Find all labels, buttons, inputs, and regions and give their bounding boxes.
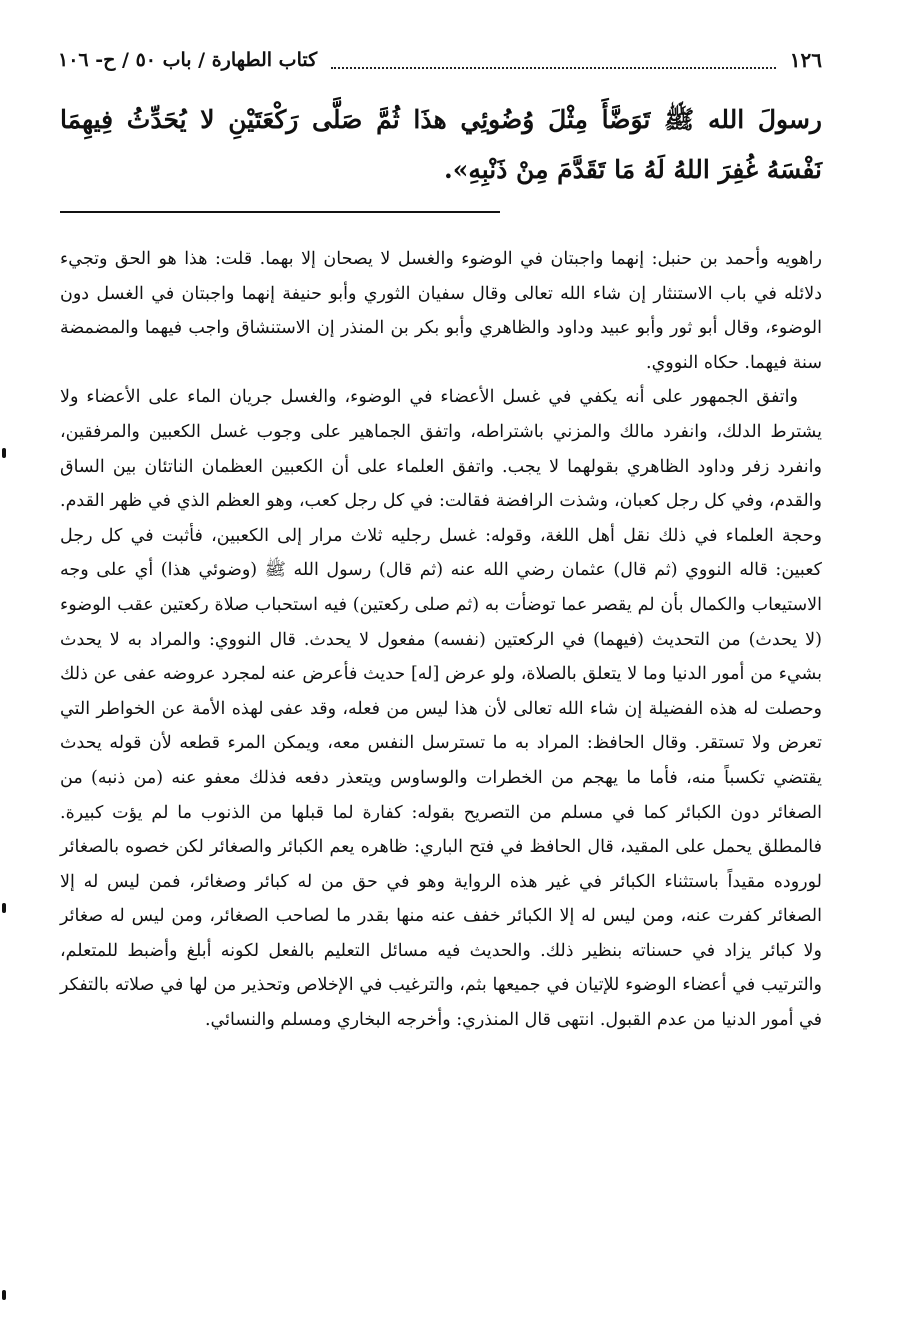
commentary-body: [60, 242, 822, 1038]
header-dot-leader: [331, 67, 776, 69]
margin-mark: [2, 903, 6, 913]
commentary-paragraph-1: راهويه وأحمد بن حنبل: إنهما واجبتان في الوضوء والغسل لا يصحان إلا بهما. قلت: هذا هو الحق وتجيء دلائله في باب الاستنثار إن شاء الله تعالى وقال سفيان الثوري وأبو حنيفة إنهما واجبتان في الغسل دون الوضوء، وقال أبو ثور وأبو عبيد وداود والظاهري وأبو بكر بن المنذر إن الاستنشاق واجب فيهما والمضمضة سنة فيهما. حكاه النووي.: [60, 249, 822, 373]
page-number: ١٢٦: [789, 48, 822, 72]
hadith-text: رسولَ الله ﷺ تَوَضَّأَ مِثْلَ وُضُوئِي هذَا ثُمَّ صَلَّى رَكْعَتَيْنِ لا يُحَدِّثُ فِيهِمَا نَفْسَهُ غُفِرَ اللهُ لَهُ مَا تَقَدَّمَ مِنْ ذَنْبِهِ».: [60, 105, 822, 184]
chapter-title: كتاب الطهارة / باب ٥٠ / ح- ١٠٦: [58, 49, 318, 71]
commentary-paragraph-2: واتفق الجمهور على أنه يكفي في غسل الأعضاء في الوضوء، والغسل جريان الماء على الأعضاء ولا يشترط الدلك، وانفرد مالك والمزني باشتراطه، واتفق الجماهير على وجوب غسل الكعبين والمرفقين، وانفرد زفر وداود الظاهري بقولهما لا يجب. واتفق العلماء على أن الكعبين العظمان الناتئان بين الساق والقدم، وفي كل رجل كعبان، وشذت الرافضة فقالت: في كل رجل كعب، وهو العظم الذي في ظهر القدم. وحجة العلماء في ذلك نقل أهل اللغة، وقوله: غسل رجليه ثلاث مرار إلى الكعبين، فأثبت في كل رجل كعبين: قاله النووي (ثم قال) عثمان رضي الله عنه (ثم قال) رسول الله ﷺ (وضوئي هذا) أي على وجه الاستيعاب والكمال بأن لم يقصر عما توضأت به (ثم صلى ركعتين) فيه استحباب صلاة ركعتين عقب الوضوء (لا يحدث) من التحديث (فيهما) في الركعتين (نفسه) مفعول لا يحدث. قال النووي: والمراد به لا يحدث بشيء من أمور الدنيا وما لا يتعلق بالصلاة، ولو عرض [له] حديث فأعرض عنه لمجرد عروضه عفى عن ذلك وحصلت له هذه الفضيلة إن شاء الله تعالى لأن هذا ليس من فعله، وقد عفى لهذه الأمة عن الخواطر التي تعرض ولا تستقر. وقال الحافظ: المراد به ما تسترسل النفس معه، ويمكن المرء قطعه لأن قوله يحدث يقتضي تكسباً منه، فأما ما يهجم من الخطرات والوساوس ويتعذر دفعه فذلك معفو عنه (من ذنبه) من الصغائر دون الكبائر كما في مسلم من التصريح بقوله: كفارة لما قبلها من الذنوب ما لم يؤت كبيرة. فالمطلق يحمل على المقيد، قال الحافظ في فتح الباري: ظاهره يعم الكبائر والصغائر لكن خصوه بالصغائر لوروده مقيداً باستثناء الكبائر في غير هذه الرواية وهو في حق من له كبائر وصغائر، فمن ليس له إلا الصغائر كفرت عنه، ومن ليس له إلا الكبائر خفف عنه منها بقدر ما لصاحب الصغائر، ومن ليس له صغائر ولا كبائر يزاد في حسناته بنظير ذلك. والحديث فيه مسائل التعليم بالفعل لكونه أبلغ وأضبط للمتعلم، والترتيب في أعضاء الوضوء للإتيان في جميعها بثم، والترغيب في الإخلاص وتحذير من لها في صلاته بالتفكر في أمور الدنيا من عدم القبول. انتهى قال المنذري: وأخرجه البخاري ومسلم والنسائي.: [60, 387, 822, 1031]
separator-rule: [60, 211, 500, 213]
margin-mark: [2, 448, 6, 458]
margin-mark: [2, 1290, 6, 1300]
running-header: [58, 40, 822, 80]
